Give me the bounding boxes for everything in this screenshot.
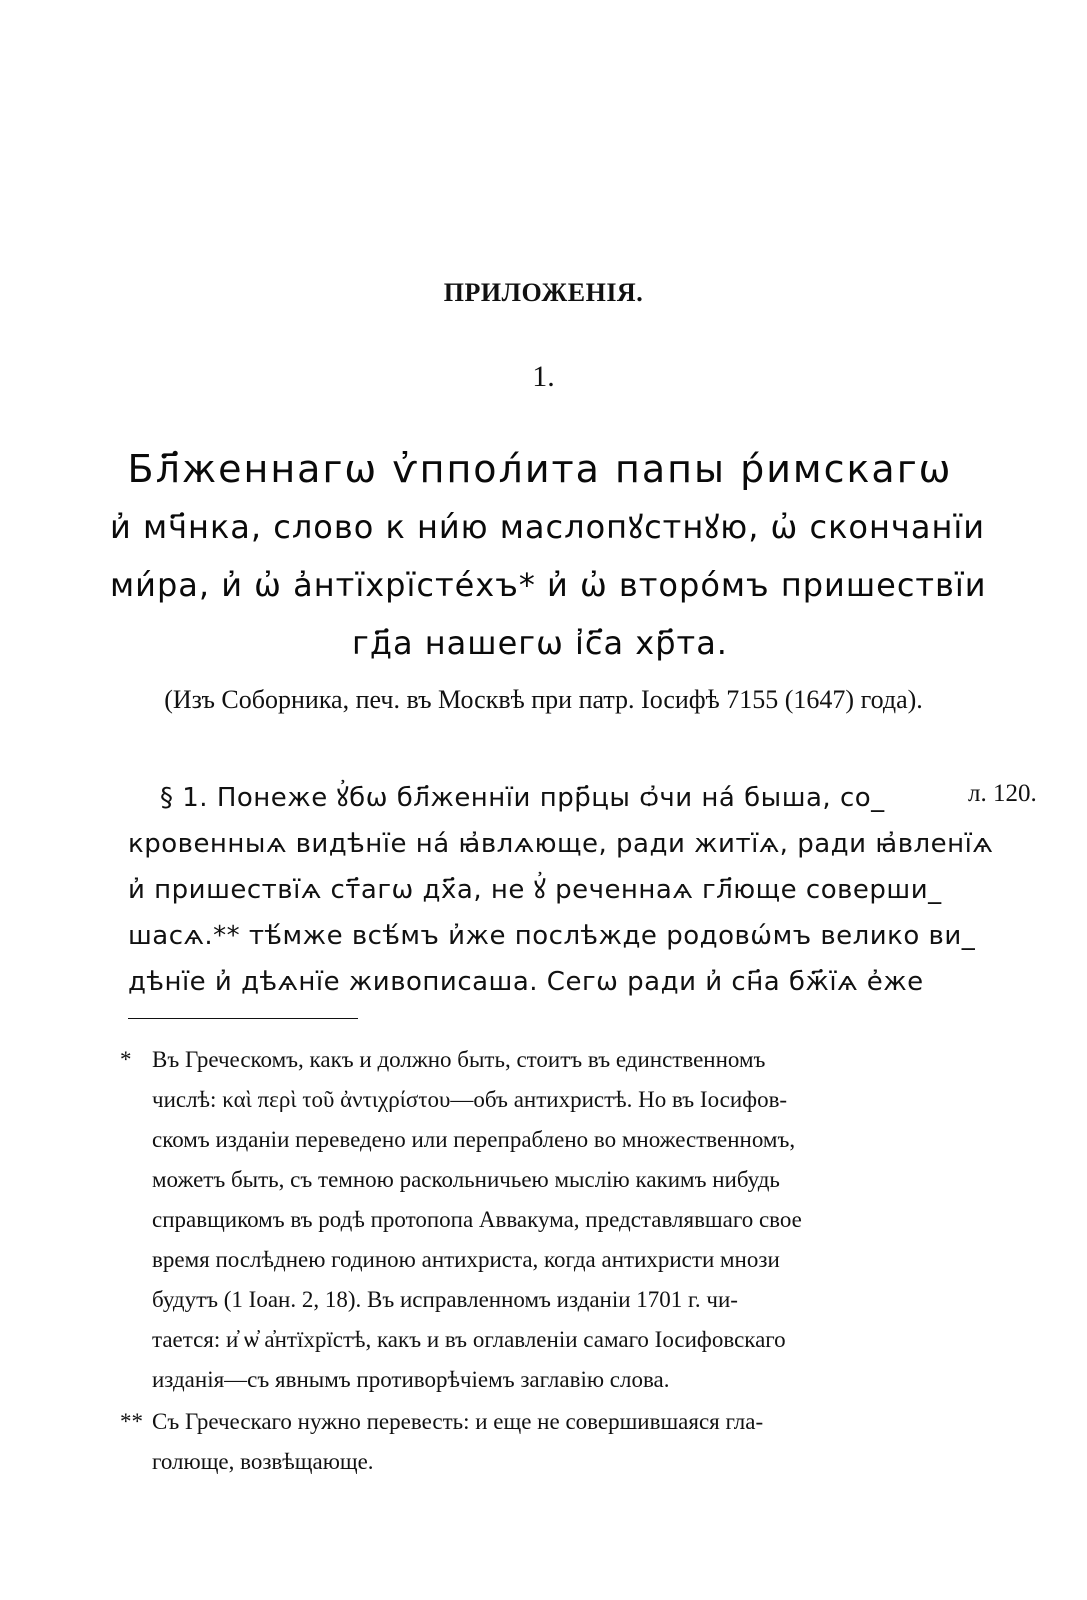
- body-paragraph: [128, 775, 994, 1005]
- body-line: кровенныѧ видѣнїе на́ ꙗ҆влѧюще, ради житїѧ, ради ꙗ҆вленїѧ: [128, 829, 994, 859]
- footnote-line: Съ Греческаго нужно перевесть: и еще не совершившаяся гла-: [152, 1409, 764, 1434]
- body-line: шасѧ.** тѣ́мже всѣ́мъ и҆же послѣжде родовѡ́мъ велико ви_: [128, 921, 976, 951]
- footnote-line: голюще, возвѣщающе.: [152, 1449, 374, 1474]
- footnote-line: числѣ: καὶ περὶ τοῦ ἀντιχρίστου—объ антихристѣ. Но въ Іосифов-: [152, 1087, 788, 1112]
- footnote: [120, 1402, 970, 1482]
- footnote-line: Въ Греческомъ, какъ и должно быть, стоитъ въ единственномъ: [152, 1047, 766, 1072]
- title-line: гд҃а нашегѡ і҆с҃а хр҃та.: [352, 624, 728, 662]
- footnote-line: будутъ (1 Іоан. 2, 18). Въ исправленномъ изданіи 1701 г. чи-: [152, 1287, 738, 1312]
- footnote-line: время послѣднею годиною антихриста, когда антихристи мнози: [152, 1247, 780, 1272]
- body-line: и҆ пришествїѧ ст҃агѡ дх҃а, не ꙋ҆ реченнаѧ гл҃юще соверши_: [128, 875, 942, 905]
- source-note: (Изъ Соборника, печ. въ Москвѣ при патр. Іосифѣ 7155 (1647) года).: [164, 685, 923, 714]
- footnote-line: можетъ быть, съ темною раскольничьею мыслію какимъ нибудь: [152, 1167, 780, 1192]
- margin-folio-note: л. 120.: [968, 780, 1037, 807]
- document-title: [110, 440, 987, 672]
- footnote-mark: *: [120, 1047, 132, 1072]
- footnote-divider: [128, 1018, 358, 1019]
- footnotes: [120, 1040, 970, 1482]
- footnote-line: справщикомъ въ родѣ протопопа Аввакума, представлявшаго свое: [152, 1207, 802, 1232]
- footnote-mark: **: [120, 1409, 143, 1434]
- footnote-line: скомъ изданіи переведено или перепраблено во множественномъ,: [152, 1127, 796, 1152]
- title-line: ми́ра, и҆ ѡ҆ а҆нтїхрїсте́хъ* и҆ ѡ҆ второ́мъ пришествїи: [110, 566, 987, 604]
- body-line: дѣнїе и҆ дѣѧнїе живописаша. Сегѡ ради и҆ сн҃а бж҃їѧ е҆же: [128, 967, 924, 997]
- body-line: § 1. Понеже ꙋ҆бѡ бл҃женнїи прр҃цы ѻ҆чи на́ быша, со_: [160, 783, 885, 813]
- footnote: [120, 1040, 970, 1400]
- footnote-line: тается: и҆ ѡ҆ а҆нтїхрїстѣ, какъ и въ оглавленіи самаго Іосифовскаго: [152, 1327, 786, 1352]
- page-heading: ПРИЛОЖЕНІЯ.: [443, 278, 644, 307]
- title-line: и҆ мч҃нка, слово к ни́ю маслопꙋстнꙋю, ѡ҆ скончанїи: [110, 508, 986, 546]
- section-number: 1.: [532, 360, 555, 393]
- title-line: Бл҃женнагѡ ѵ҆ппол́ита папы р́имскагѡ: [127, 447, 953, 491]
- footnote-line: изданія—съ явнымъ противорѣчіемъ заглавію слова.: [152, 1367, 670, 1392]
